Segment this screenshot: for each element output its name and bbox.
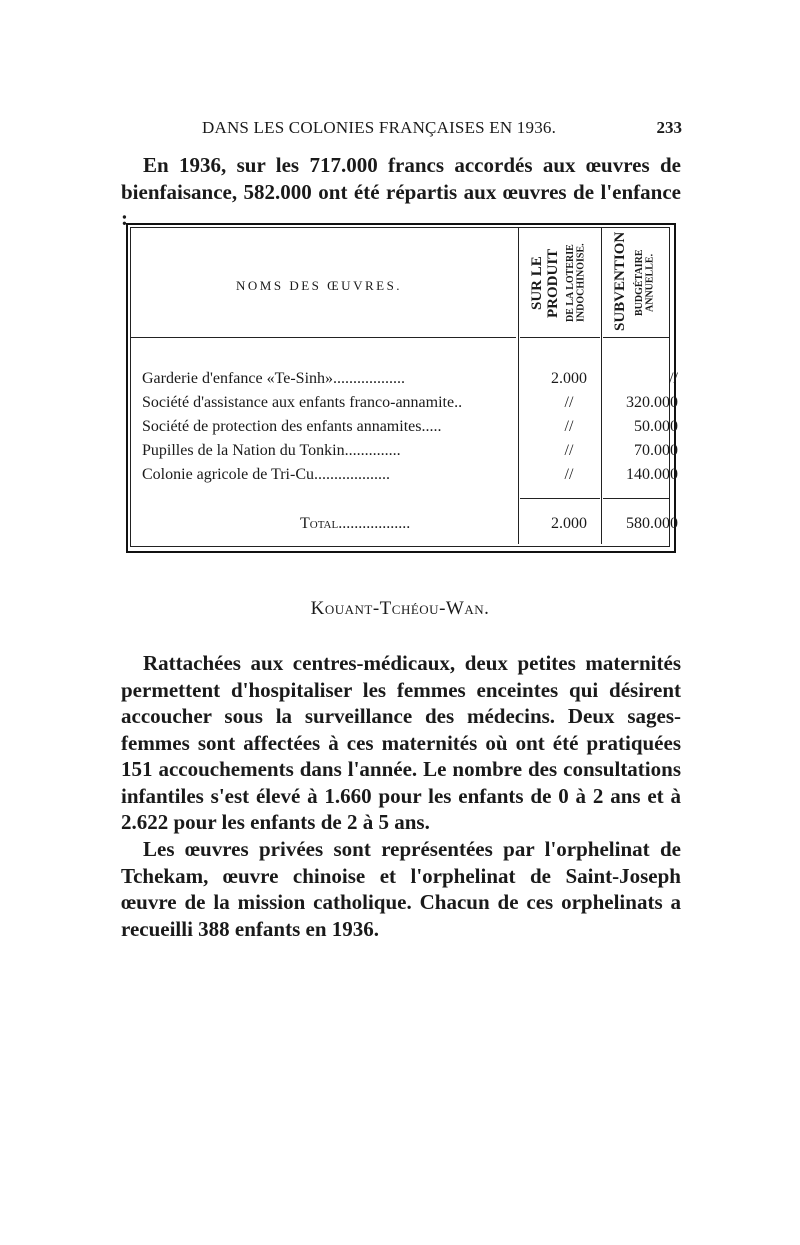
- row-subsidy-value: //: [669, 370, 678, 387]
- column-header-lottery: SUR LE PRODUIT: [529, 248, 561, 318]
- section-title: Kouant-Tchéou-Wan.: [310, 598, 490, 619]
- total-label: Total..................: [300, 515, 411, 532]
- column-header-subsidy: SUBVENTION: [612, 231, 628, 331]
- row-lottery-value: //: [564, 442, 574, 459]
- total-lottery-value: 2.000: [551, 515, 587, 532]
- row-subsidy-value: 320.000: [626, 394, 678, 411]
- row-subsidy-value: 70.000: [634, 442, 678, 459]
- funding-table: [126, 223, 676, 553]
- table-row: [142, 394, 678, 418]
- row-subsidy-value: 50.000: [634, 418, 678, 435]
- table-total-row: [142, 515, 678, 539]
- row-label: Société d'assistance aux enfants franco-annamite..: [142, 394, 463, 411]
- intro-paragraph: [121, 152, 681, 232]
- row-lottery-value: //: [564, 466, 574, 483]
- table-row: [142, 466, 678, 490]
- column-header-subsidy-sub: BUDGÉTAIRE ANNUELLE.: [634, 249, 656, 317]
- row-lottery-value: //: [564, 418, 574, 435]
- row-label: Société de protection des enfants annamites.....: [142, 418, 442, 435]
- total-rule: [520, 498, 600, 499]
- paragraph-text: Rattachées aux centres-médicaux, deux petites maternités permettent d'hospitaliser les femmes enceintes qui désirent accoucher sous la surveillance des médecins. Deux sages-femmes sont affectées à ces maternités où ont été pratiquées 151 accouchements dans l'année. Le nombre des consultations infantiles s'est élevé à 1.660 pour les enfants de 0 à 2 ans et à 2.622 pour les enfants de 2 à 5 ans.: [121, 651, 681, 834]
- row-lottery-value: 2.000: [551, 370, 587, 387]
- table-row: [142, 370, 678, 394]
- intro-text: En 1936, sur les 717.000 francs accordés aux œuvres de bienfaisance, 582.000 ont été répartis aux œuvres de l'enfance :: [121, 153, 681, 230]
- column-header-lottery-sub: DE LA LOTERIE INDOCHINOISE.: [565, 243, 587, 323]
- row-lottery-value: //: [564, 394, 574, 411]
- body-paragraph: [121, 836, 681, 942]
- table-row: [142, 442, 678, 466]
- total-rule: [603, 498, 669, 499]
- row-label: Colonie agricole de Tri-Cu...................: [142, 466, 390, 483]
- body-paragraph: [121, 650, 681, 836]
- header-rule: [603, 337, 669, 338]
- header-rule: [131, 337, 516, 338]
- header-rule: [520, 337, 600, 338]
- running-title: DANS LES COLONIES FRANÇAISES EN 1936.: [202, 118, 557, 137]
- table-row: [142, 418, 678, 442]
- page-number: 233: [656, 118, 682, 137]
- page-header: [120, 118, 682, 142]
- row-subsidy-value: 140.000: [626, 466, 678, 483]
- column-header-names: NOMS DES ŒUVRES.: [236, 278, 403, 293]
- paragraph-text: Les œuvres privées sont représentées par l'orphelinat de Tchekam, œuvre chinoise et l'orphelinat de Saint-Joseph œuvre de la mission catholique. Chacun de ces orphelinats a recueilli 388 enfants en 1936.: [121, 837, 681, 941]
- total-subsidy-value: 580.000: [626, 515, 678, 532]
- row-label: Pupilles de la Nation du Tonkin..............: [142, 442, 401, 459]
- row-label: Garderie d'enfance «Te-Sinh»..................: [142, 370, 406, 387]
